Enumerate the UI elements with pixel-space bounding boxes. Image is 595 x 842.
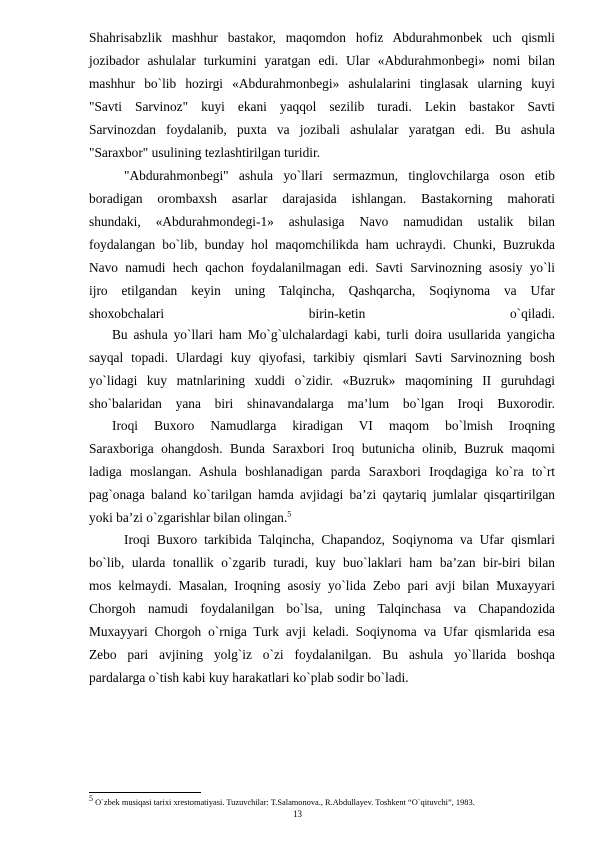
text-line: Iroqi Buxoro Namudlarga kiradigan VI maqom bo`lmish Iroqning: [112, 418, 555, 433]
text-line: ijro etilgandan keyin uning Talqincha, Qashqarcha, Soqiynoma va Ufar: [89, 283, 555, 298]
text-line: shoxobchalari birin-ketin o`qiladi.: [89, 306, 555, 321]
text-span: yoki ba’zi o`zgarishlar bilan olingan.: [89, 510, 288, 525]
text-line: "Savti Sarvinoz" kuyi ekani yaqqol sezilib turadi. Lekin bastakor Savti: [89, 99, 555, 114]
text-line: Navo namudi hech qachon foydalanilmagan edi. Savti Sarvinozning asosiy yo`li: [89, 260, 555, 275]
footnote-divider: [89, 792, 201, 793]
text-line: [89, 510, 555, 526]
footnote-mark: 5: [89, 794, 93, 804]
text-line: mos kelmaydi. Masalan, Iroqning asosiy yo`lida Zebo pari avji bilan Muxayyari: [89, 578, 555, 593]
text-line: yo`lidagi kuy matnlarining xuddi o`zidir. «Buzruk» maqomining II guruhdagi: [89, 373, 555, 388]
text-line: mashhur bo`lib hozirgi «Abdurahmonbegi» ashulalarini tinglasak ularning kuyi: [89, 76, 555, 91]
text-line: ladiga moslangan. Ashula boshlanadigan parda Saraxbori Iroqdagiga ko`ra to`rt: [89, 464, 555, 479]
footnote-reference[interactable]: 5: [287, 509, 292, 519]
text-line: Bu ashula yo`llari ham Mo`g`ulchalardagi kabi, turli doira usullarida yangicha: [112, 327, 555, 342]
text-line: Zebo pari avjining yolg`iz o`zi foydalanilgan. Bu ashula yo`llarida boshqa: [89, 647, 555, 662]
text-line: Shahrisabzlik mashhur bastakor, maqomdon hofiz Abdurahmonbek uch qismli: [89, 30, 555, 45]
footnote-text: O`zbek musiqasi tarixi xrestomatiyasi. Tuzuvchilar: T.Salamonova., R.Abdullayev. Toshkent “O`qituvchi”, 1983.: [93, 798, 475, 807]
text-line: jozibador ashulalar turkumini yaratgan edi. Ular «Abdurahmonbegi» nomi bilan: [89, 53, 555, 68]
text-line: sho`balaridan yana biri shinavandalarga ma’lum bo`lgan Iroqi Buxorodir.: [89, 396, 555, 411]
text-line: Saraxboriga ohangdosh. Bunda Saraxbori Iroq butunicha olinib, Buzruk maqomi: [89, 441, 555, 456]
text-line: pag`onaga baland ko`tarilgan hamda avjidagi ba’zi qaytariq jumlalar qisqartirilgan: [89, 487, 555, 502]
text-line: Iroqi Buxoro tarkibida Talqincha, Chapandoz, Soqiynoma va Ufar qismlari: [124, 532, 555, 547]
text-line: shundaki, «Abdurahmondegi-1» ashulasiga Navo namudidan ustalik bilan: [89, 214, 555, 229]
footnote: [89, 794, 555, 808]
text-line: Muxayyari Chorgoh o`rniga Turk avji keladi. Soqiynoma va Ufar qismlarida esa: [89, 624, 555, 639]
text-line: Sarvinozdan foydalanib, puxta va jozibali ashulalar yaratgan edi. Bu ashula: [89, 122, 555, 137]
page-number: 13: [293, 809, 302, 819]
text-line: "Saraxbor" usulining tezlashtirilgan turidir.: [89, 145, 321, 160]
text-line: bo`lib, ularda tonallik o`zgarib turadi, kuy buo`laklari ham ba’zan bir-biri bilan: [89, 555, 555, 570]
text-line: boradigan orombaxsh asarlar darajasida ishlangan. Bastakorning mahorati: [89, 191, 555, 206]
text-line: sayqal topadi. Ulardagi kuy qiyofasi, tarkibiy qismlari Savti Sarvinozning bosh: [89, 350, 555, 365]
text-line: pardalarga o`tish kabi kuy harakatlari ko`plab sodir bo`ladi.: [89, 670, 409, 685]
text-line: "Abdurahmonbegi" ashula yo`llari sermazmun, tinglovchilarga oson etib: [124, 168, 555, 183]
text-line: Chorgoh namudi foydalanilgan bo`lsa, uning Talqinchasa va Chapandozida: [89, 601, 555, 616]
text-line: foydalangan bo`lib, bunday hol maqomchilikda ham uchraydi. Chunki, Buzrukda: [89, 237, 555, 252]
